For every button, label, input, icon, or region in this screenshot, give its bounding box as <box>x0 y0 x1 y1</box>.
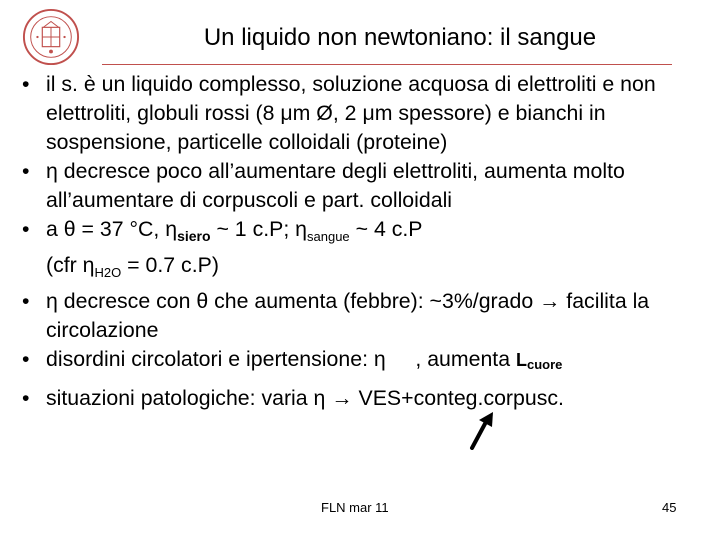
subscript-h2o: H2O <box>94 265 122 280</box>
l-cuore <box>516 350 562 370</box>
slide-title: Un liquido non newtoniano: il sangue <box>203 24 597 51</box>
bullet-item <box>22 70 692 157</box>
university-seal-icon <box>22 8 80 66</box>
title-divider <box>102 64 672 65</box>
bullet-dot: • <box>22 217 30 241</box>
bullet-text-part: = 0.7 c.P) <box>121 253 219 277</box>
bullet-text: il s. è un liquido complesso, soluzione acquosa di elettroliti e non elettroliti, globuli rossi (8 μm Ø, 2 μm spessore) e bianchi in sospensione, particelle colloidali (proteine) <box>46 72 656 154</box>
bullet-item <box>22 157 692 215</box>
subscript-cuore: cuore <box>526 357 563 372</box>
bullet-item <box>22 345 692 379</box>
bullet-text-part: ~ 4 c.P <box>349 217 423 241</box>
subscript-sangue: sangue <box>307 229 350 244</box>
bullet-dot: • <box>22 159 30 183</box>
bullet-item <box>22 384 692 413</box>
bullet-dot: • <box>22 386 30 410</box>
bullet-text: η decresce poco all’aumentare degli elettroliti, aumenta molto all’aumentare di corpuscoli e part. colloidali <box>46 159 625 212</box>
bullet-text: η decresce con θ che aumenta (febbre): ~3%/grado → facilita la circolazione <box>46 289 650 342</box>
footer-text: FLN mar 11 <box>321 500 389 515</box>
l-main: L <box>515 350 527 370</box>
up-arrow-icon <box>464 412 496 450</box>
bullet-item <box>22 215 692 287</box>
bullet-text-part: (cfr η <box>46 253 95 277</box>
bullet-text-part: ~ 1 c.P; η <box>210 217 308 241</box>
bullet-dot: • <box>22 72 30 96</box>
bullet-list <box>22 70 692 413</box>
bullet-dot: • <box>22 289 30 313</box>
bullet-text-part: , aumenta <box>409 347 516 371</box>
subscript-siero: siero <box>177 228 211 244</box>
bullet-item <box>22 287 692 345</box>
page-number: 45 <box>662 500 677 515</box>
bullet-text-part: a θ = 37 °C, η <box>46 217 178 241</box>
bullet-dot: • <box>22 347 30 371</box>
bullet-text: situazioni patologiche: varia η → VES+conteg.corpusc. <box>46 386 564 410</box>
bullet-text-part: disordini circolatori e ipertensione: η <box>46 347 392 371</box>
